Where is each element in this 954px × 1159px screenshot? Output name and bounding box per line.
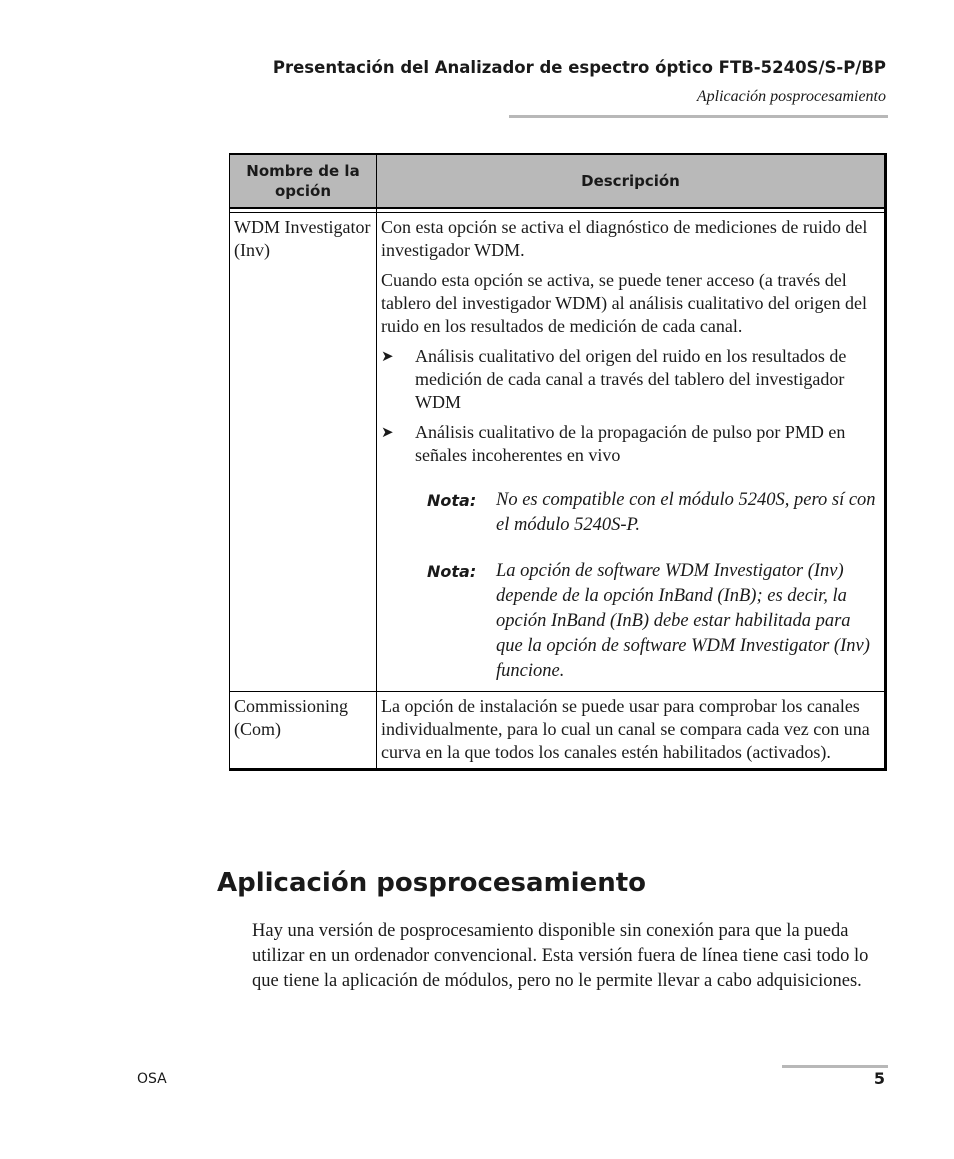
table-row [230, 692, 886, 770]
page-number: 5 [873, 1069, 885, 1088]
arrow-bullet-icon: ➤ [381, 425, 394, 441]
column-header-description: Descripción [377, 154, 886, 208]
section-body: Hay una versión de posprocesamiento disponible sin conexión para que la pueda utilizar en un ordenador convencional. Esta versión fuera de línea tiene casi todo lo que tiene la aplicación de módulos, pero no le permite llevar a cabo adquisiciones. [252, 921, 869, 991]
description-paragraph: Cuando esta opción se activa, se puede tener acceso (a través del tablero del investigador WDM) al análisis cualitativo del origen del ruido en los resultados de medición de cada canal. [381, 270, 868, 336]
table-header-row [230, 154, 886, 208]
description-paragraph: La opción de instalación se puede usar para comprobar los canales individualmente, para lo cual un canal se compara cada vez con una curva en la que todos los canales estén habilitados (activados). [381, 696, 870, 762]
arrow-bullet-icon: ➤ [381, 349, 394, 365]
running-header-subtitle: Aplicación posprocesamiento [696, 88, 886, 105]
column-header-name: Nombre de la opción [230, 154, 377, 208]
note-label: Nota: [427, 562, 477, 581]
bullet-text: Análisis cualitativo de la propagación de pulso por PMD en señales incoherentes en vivo [415, 422, 846, 465]
note-text: La opción de software WDM Investigator (Inv) depende de la opción InBand (InB); es decir, la opción InBand (InB) debe estar habilitada para que la opción de software WDM Investigator (Inv) funcione. [496, 561, 870, 681]
options-table [229, 153, 887, 771]
section-heading: Aplicación posprocesamiento [217, 868, 647, 898]
footer-rule [782, 1065, 888, 1068]
table-row [230, 213, 886, 692]
note [427, 488, 880, 538]
option-name: WDM Investigator (Inv) [230, 213, 377, 692]
option-description [377, 692, 886, 770]
note [427, 559, 880, 684]
bullet-item [381, 345, 880, 414]
running-header-title: Presentación del Analizador de espectro óptico FTB-5240S/S-P/BP [272, 58, 886, 77]
header-rule [509, 115, 888, 118]
bullet-item [381, 421, 880, 467]
note-label: Nota: [427, 491, 477, 510]
option-name: Commissioning (Com) [230, 692, 377, 770]
footer-product: OSA [137, 1071, 167, 1087]
bullet-text: Análisis cualitativo del origen del ruido en los resultados de medición de cada canal a través del tablero del investigador WDM [415, 346, 847, 412]
note-text: No es compatible con el módulo 5240S, pero sí con el módulo 5240S-P. [496, 490, 876, 535]
description-paragraph: Con esta opción se activa el diagnóstico de mediciones de ruido del investigador WDM. [381, 217, 868, 260]
option-description [377, 213, 886, 692]
